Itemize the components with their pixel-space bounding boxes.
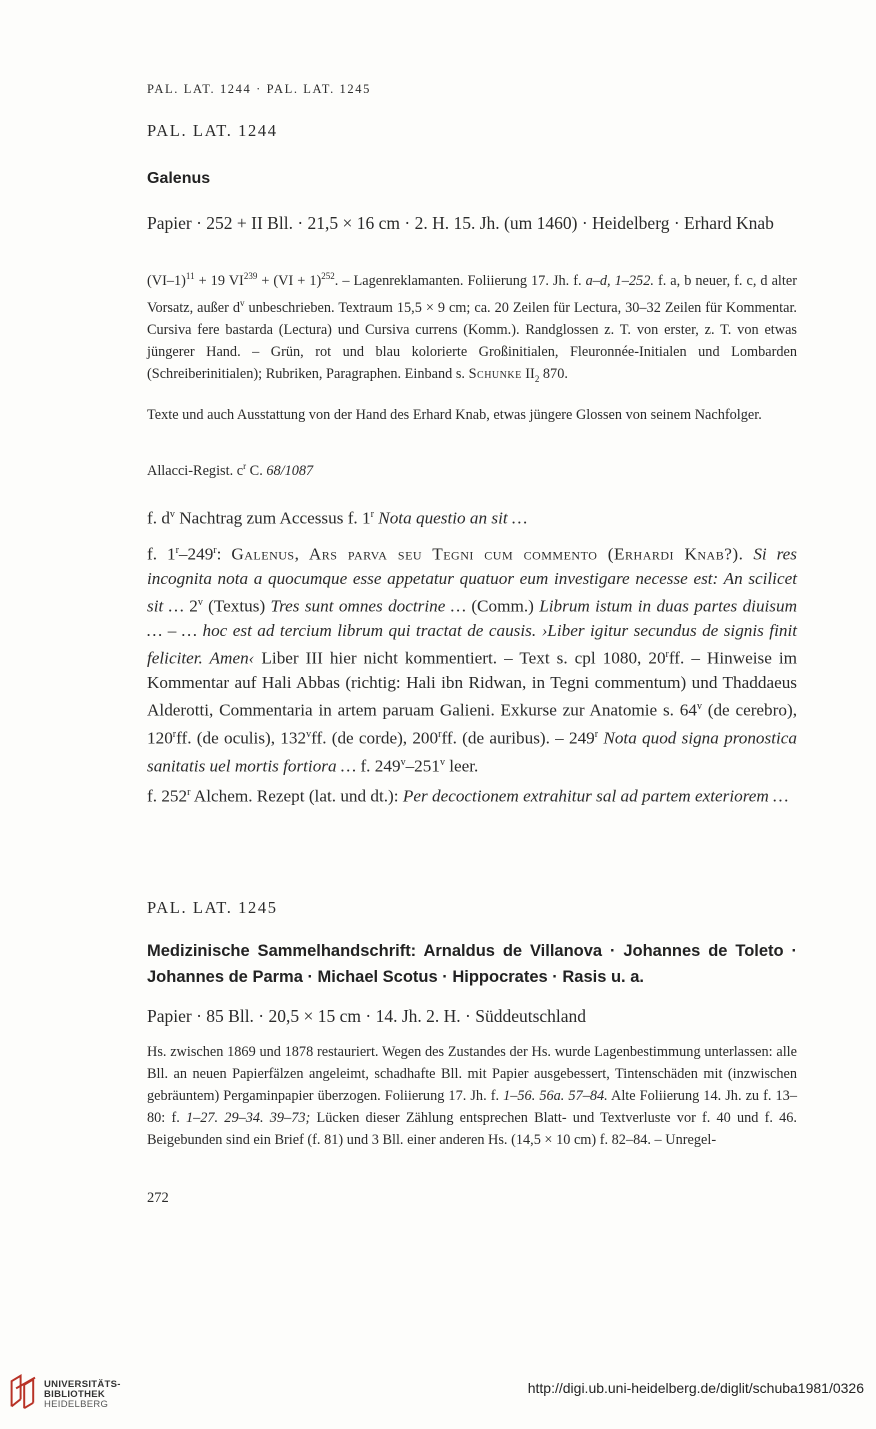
physical-description-1244: Papier · 252 + II Bll. · 21,5 × 16 cm · 2. H. 15. Jh. (um 1460) · Heidelberg · Erhard Knab — [147, 213, 774, 233]
content-item-alchem: f. 252$^r$ Alchem. Rezept (lat. und dt.): Per decoctionem extrahitur sal ad partem exteriorem … — [147, 786, 789, 806]
content-item-galenus: f. 1$^r$–249$^r$: Galenus, Ars parva seu Tegni cum commento (Erhardi Knab?). Si res incognita nota a quocumque esse appetatur quatuor eum investigare necesse est: An scilicet sit … 2$^v$ (Textus) Tres sunt omnes doctrine … (Comm.) Librum istum in duas partes diuisum … – … hoc est ad tercium librum qui tractat de causis. ›Liber igitur secundus de signis finit feliciter. Amen‹ Liber III hier nicht kommentiert. – Text s. cpl 1080, 20$^r$ff. – Hinweise im Kommentar auf Hali Abbas (richtig: Hali ibn Ridwan, in Tegni commentum) und Thaddaeus Alderotti, Commentaria in artem paruam Galieni. Exkurse zur Anatomie s. 64$^v$ (de cerebro), 120$^r$ff. (de oculis), 132$^v$ff. (de corde), 200$^r$ff. (de auribus). – 249$^r$ Nota quod signa pronostica sanitatis uel mortis fortiora … f. 249$^v$–251$^v$ leer. — [147, 544, 798, 777]
running-head: PAL. LAT. 1244 · PAL. LAT. 1245 — [147, 82, 371, 96]
library-logo-text: UNIVERSITÄTS- BIBLIOTHEK HEIDELBERG — [44, 1379, 121, 1410]
collation-paragraph-1244: $(VI-1)^{11} + 19$ $VI^{239} + (VI + 1)^{252}$. – Lagenreklamanten. Foliierung 17. Jh. f. a–d, 1–252. f. a, b neuer, f. c, d alter Vorsatz, außer $d^v$ unbeschrieben. Textraum 15,5 × 9 cm; ca. 20 Zeilen für Lectura, 30–32 Zeilen für Kommentar. Cursiva fere bastarda (Lectura) und Cursiva currens (Komm.). Randglossen z. T. von erster, z. T. von etwas jüngerer Hand. – Grün, rot und blau kolorierte Großinitialen, Fleuronnée-Initialen und Lombarden (Schreiberinitialen); Rubriken, Paragraphen. Einband s. Schunke $II_2$ 870. — [147, 271, 797, 384]
physical-description-1245: Papier · 85 Bll. · 20,5 × 15 cm · 14. Jh. 2. H. · Süddeutschland — [147, 1006, 587, 1026]
hand-note-1244: Texte und auch Ausstattung von der Hand des Erhard Knab, etwas jüngere Glossen von seinem Nachfolger. — [147, 407, 762, 423]
entry-signature-1245: PAL. LAT. 1245 — [147, 898, 278, 917]
source-url-link[interactable]: http://digi.ub.uni-heidelberg.de/diglit/schuba1981/0326 — [527, 1380, 864, 1396]
content-item-fdv: f. $d^v$ Nachtrag zum Accessus f. 1$^r$ Nota questio an sit … — [147, 508, 528, 528]
entry-signature-1244: PAL. LAT. 1244 — [147, 121, 278, 140]
entry-title-1244: Galenus — [147, 170, 211, 187]
library-logo-icon — [8, 1372, 44, 1412]
page-number: 272 — [147, 1190, 169, 1206]
allacci-register-1244: Allacci-Regist. $c^r$ C. 68/1087 — [147, 461, 314, 479]
entry-title-1245: Medizinische Sammelhandschrift: Arnaldus de Villanova · Johannes de Toleto · Johannes de Parma · Michael Scotus · Hippocrates · Rasis u. a. — [147, 942, 797, 986]
description-paragraph-1245: Hs. zwischen 1869 und 1878 restauriert. Wegen des Zustandes der Hs. wurde Lagenbestimmung unterlassen: alle Bll. an neuen Papierfälzen angeleimt, schadhafte Bll. mit Papier ausgebessert, Tintenschäden mit (inzwischen gebräuntem) Pergaminpapier überzogen. Foliierung 17. Jh. f. 1–56. 56a. 57–84. Alte Foliierung 14. Jh. zu f. 13–80: f. 1–27. 29–34. 39–73; Lücken dieser Zählung entsprechen Blatt- und Textverluste vor f. 40 und f. 46. Beigebunden sind ein Brief (f. 81) und 3 Bll. einer anderen Hs. (14,5 × 10 cm) f. 82–84. – Unregel- — [147, 1044, 797, 1148]
